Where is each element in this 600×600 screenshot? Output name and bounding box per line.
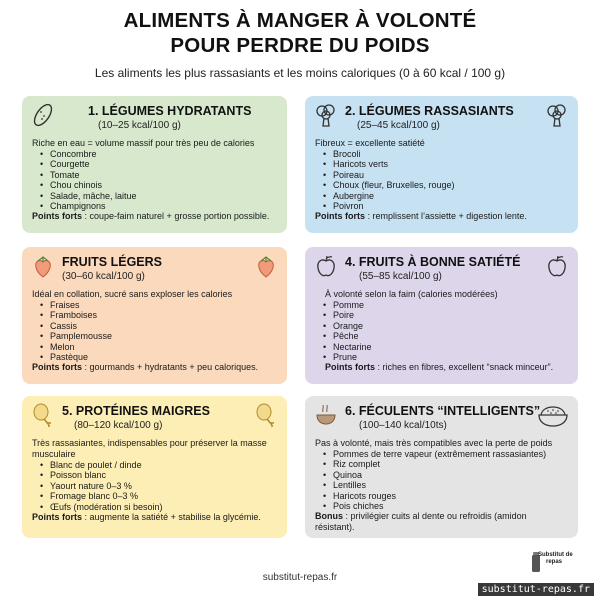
card-proteines-maigres (22, 396, 287, 538)
list-item: • Champignons (32, 201, 277, 211)
card-feculents (305, 396, 578, 538)
list-item: • Lentilles (315, 480, 568, 490)
broccoli-icon (544, 102, 570, 128)
food-list (315, 149, 568, 211)
apple-icon (544, 253, 570, 279)
card-note (315, 362, 568, 373)
note-text: : coupe-faim naturel + grosse portion possible. (82, 211, 270, 222)
page-title (0, 8, 600, 58)
strawberry-icon (30, 253, 56, 279)
card-title: 5. PROTÉINES MAIGRES (62, 404, 210, 418)
note-label: Points forts (315, 211, 366, 222)
card-kcal: (25–45 kcal/100 g) (357, 120, 440, 131)
watermark: substitut-repas.fr (478, 583, 594, 596)
list-item: • Prune (315, 352, 568, 362)
note-text: : gourmands + hydratants + peu caloriques. (82, 362, 259, 373)
cucumber-icon (30, 102, 56, 128)
note-label: Bonus (315, 511, 343, 522)
food-list (32, 300, 277, 362)
card-intro: Très rassasiantes, indispensables pour préserver la masse musculaire (32, 438, 267, 459)
list-item: • Pommes de terre vapeur (extrêmement rassasiantes) (315, 449, 568, 459)
list-item: • Œufs (modération si besoin) (32, 502, 277, 512)
list-item: • Aubergine (315, 191, 568, 201)
list-item: • Haricots rouges (315, 491, 568, 501)
card-kcal: (10–25 kcal/100 g) (98, 120, 181, 131)
list-item: • Chou chinois (32, 180, 277, 190)
list-item: • Pastèque (32, 352, 277, 362)
chicken-leg-icon (253, 402, 279, 428)
title-line-2: POUR PERDRE DU POIDS (170, 34, 430, 57)
list-item: • Quinoa (315, 470, 568, 480)
list-item: • Salade, mâche, laitue (32, 191, 277, 201)
page-subtitle: Les aliments les plus rassasiants et les moins caloriques (0 à 60 kcal / 100 g) (94, 66, 506, 80)
list-item: • Brocoli (315, 149, 568, 159)
card-kcal: (100–140 kcal/10ts) (359, 420, 447, 431)
list-item: • Poivron (315, 201, 568, 211)
card-fruits-bonne-satiete (305, 247, 578, 384)
list-item: • Fromage blanc 0–3 % (32, 491, 277, 501)
list-item: • Poisson blanc (32, 470, 277, 480)
list-item: • Tomate (32, 170, 277, 180)
card-note (315, 211, 568, 222)
food-list (315, 300, 568, 362)
card-note (32, 512, 277, 523)
badge-line-1: Substitut de (538, 552, 573, 558)
note-label: Points forts (32, 362, 83, 373)
list-item: • Pamplemousse (32, 331, 277, 341)
card-title: 2. LÉGUMES RASSASIANTS (345, 104, 514, 118)
card-intro: Pas à volonté, mais très compatibles avec la perte de poids (315, 438, 553, 448)
food-list (315, 449, 568, 511)
list-item: • Fraises (32, 300, 277, 310)
list-item: • Haricots verts (315, 159, 568, 169)
card-title: 6. FÉCULENTS “INTELLIGENTS” (345, 404, 541, 418)
list-item: • Pomme (315, 300, 568, 310)
list-item: • Courgette (32, 159, 277, 169)
list-item: • Yaourt nature 0–3 % (32, 481, 277, 491)
list-item: • Melon (32, 342, 277, 352)
card-note (32, 211, 277, 222)
list-item: • Orange (315, 321, 568, 331)
bowl-icon (313, 402, 339, 428)
card-kcal: (30–60 kcal/100 g) (62, 271, 145, 282)
card-title: 4. FRUITS À BONNE SATIÉTÉ (345, 255, 521, 269)
brand-badge (538, 552, 578, 566)
card-title: 1. LÉGUMES HYDRATANTS (88, 104, 252, 118)
strawberry-icon (253, 253, 279, 279)
rice-bowl-icon (536, 402, 570, 428)
apple-icon (313, 253, 339, 279)
card-title: FRUITS LÉGERS (62, 255, 163, 269)
list-item: • Pêche (315, 331, 568, 341)
note-text: : remplissent l’assiette + digestion lente. (365, 211, 527, 222)
note-text: : privilégier cuits al dente ou refroidis (amidon résistant). (315, 511, 527, 533)
card-intro: Fibreux = excellente satiété (315, 138, 425, 148)
list-item: • Poireau (315, 170, 568, 180)
list-item: • Pois chiches (315, 501, 568, 511)
card-kcal: (80–120 kcal/100 g) (74, 420, 163, 431)
list-item: • Riz complet (315, 459, 568, 469)
card-intro: À volonté selon la faim (calories modérées) (325, 289, 498, 299)
list-item: • Cassis (32, 321, 277, 331)
note-text: : augmente la satiété + stabilise la glycémie. (82, 512, 261, 523)
card-note (315, 511, 568, 533)
list-item: • Framboises (32, 310, 277, 320)
card-legumes-rassasiants (305, 96, 578, 233)
chicken-leg-icon (30, 402, 56, 428)
card-fruits-legers (22, 247, 287, 384)
list-item: • Blanc de poulet / dinde (32, 460, 277, 470)
note-label: Points forts (32, 211, 83, 222)
list-item: • Nectarine (315, 342, 568, 352)
card-kcal: (55–85 kcal/100 g) (359, 271, 442, 282)
badge-line-2: repas (546, 559, 563, 565)
card-intro: Riche en eau = volume massif pour très peu de calories (32, 138, 255, 148)
title-line-1: ALIMENTS À MANGER À VOLONTÉ (123, 9, 477, 32)
footer-site: substitut-repas.fr (262, 572, 338, 583)
list-item: • Poire (315, 310, 568, 320)
note-text: : riches en fibres, excellent “snack minceur”. (375, 362, 554, 373)
card-intro: Idéal en collation, sucré sans exploser les calories (32, 289, 233, 299)
card-legumes-hydratants (22, 96, 287, 233)
card-note (32, 362, 277, 373)
note-label: Points forts (32, 512, 83, 523)
note-label: Points forts (325, 362, 376, 373)
food-list (32, 149, 277, 211)
list-item: • Concombre (32, 149, 277, 159)
list-item: • Choux (fleur, Bruxelles, rouge) (315, 180, 568, 190)
broccoli-icon (313, 102, 339, 128)
food-list (32, 460, 277, 512)
